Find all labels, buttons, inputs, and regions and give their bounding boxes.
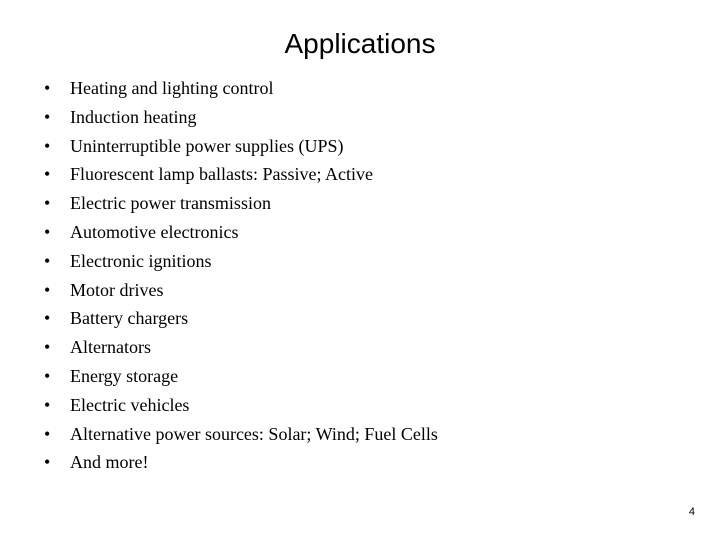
list-item-text: Electric power transmission (70, 193, 271, 214)
bullet-icon: • (44, 365, 51, 386)
bullet-icon: • (44, 221, 51, 242)
list-item-text: Electronic ignitions (70, 250, 212, 271)
bullet-icon: • (44, 193, 51, 214)
bullet-icon: • (44, 250, 51, 271)
bullet-icon: • (44, 337, 51, 358)
bullet-icon: • (44, 106, 51, 127)
list-item-text: Alternative power sources: Solar; Wind; Fuel Cells (70, 423, 438, 444)
bullet-icon: • (44, 164, 51, 185)
bullet-icon: • (44, 78, 51, 98)
slide-title: Applications (284, 28, 436, 59)
bullet-icon: • (44, 394, 51, 415)
bullet-icon: • (44, 452, 51, 473)
list-item-text: Heating and lighting control (70, 78, 274, 98)
bullet-icon: • (44, 279, 51, 300)
page-number: 4 (688, 506, 695, 518)
list-item-text: Motor drives (70, 279, 164, 300)
list-item-text: Uninterruptible power supplies (UPS) (70, 135, 344, 156)
list-item-text: Energy storage (70, 365, 179, 386)
list-item-text: And more! (70, 452, 149, 473)
list-item-text: Induction heating (70, 106, 197, 127)
list-item-text: Automotive electronics (70, 221, 239, 242)
bullet-icon: • (44, 135, 51, 156)
bullet-icon: • (44, 308, 51, 329)
list-item-text: Fluorescent lamp ballasts: Passive; Active (70, 164, 373, 185)
bullet-icon: • (44, 423, 51, 444)
list-item-text: Battery chargers (70, 308, 189, 329)
list-item-text: Electric vehicles (70, 394, 190, 415)
list-item-text: Alternators (70, 337, 151, 358)
